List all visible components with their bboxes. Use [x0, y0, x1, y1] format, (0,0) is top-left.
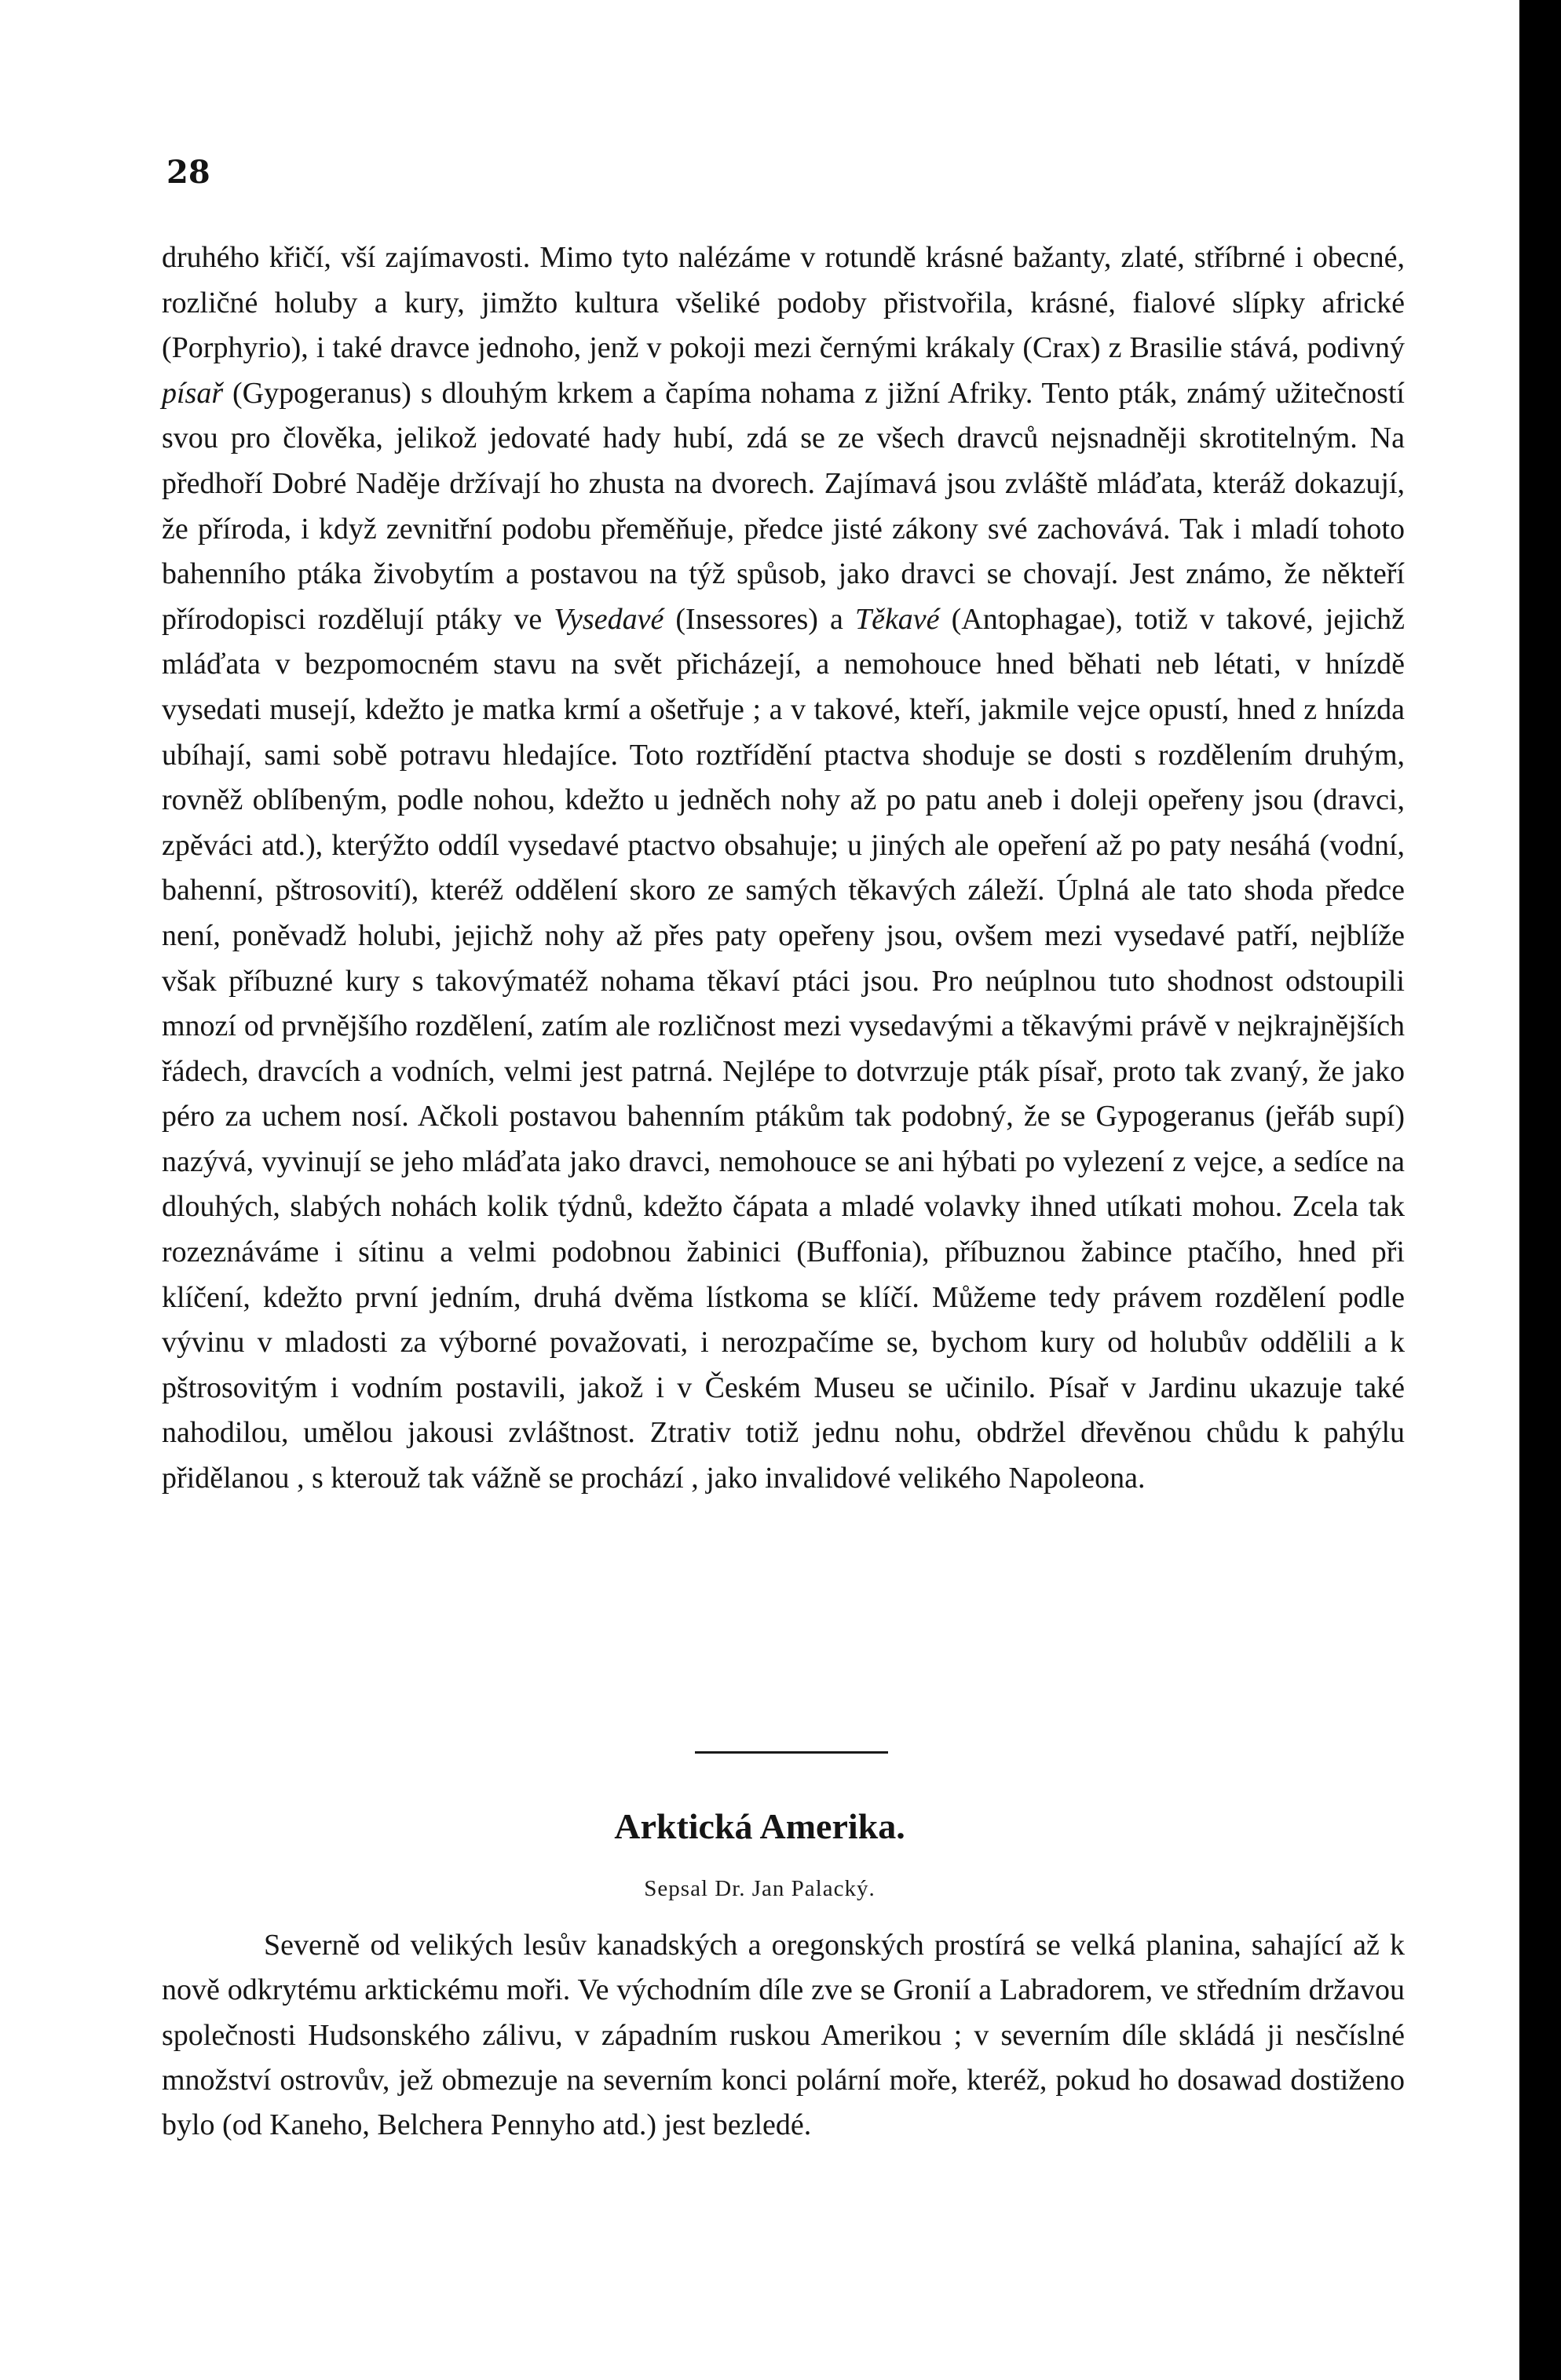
text-run: (Insessores) a: [664, 602, 855, 636]
section-byline: Sepsal Dr. Jan Palacký.: [644, 1876, 876, 1901]
section-title: Arktická Amerika.: [614, 1806, 905, 1846]
text-run: druhého křičí, vší zajímavosti. Mimo tyto nalézáme v rotundě krásné bažanty, zlaté, stříbrné i obecné, rozličné holuby a kury, jimžto kultura všeliké podoby přistvořila, krásné, fialové slípky africké (Porphyrio), i také dravce jednoho, jenž v pokoji mezi černými krákaly (Crax) z Brasilie stává, podivný: [162, 241, 1405, 365]
scan-edge-band: [1519, 0, 1561, 2380]
main-paragraph: [162, 235, 1405, 1502]
italic-term-tekave: Těkavé: [854, 602, 940, 636]
page-number: 28: [166, 154, 210, 191]
section-divider: [695, 1751, 888, 1754]
italic-term-vysedave: Vysedavé: [554, 602, 664, 636]
text-run: (Antophagae), totiž v takové, jejichž mláďata v bezpomocném stavu na svět přicházejí, a nemohouce hned běhati neb létati, v hnízdě vysedati musejí, kdežto je matka krmí a ošetřuje ; a v takové, kteří, jakmile vejce opustí, hned z hnízda ubíhají, sami sobě potravu hledajíce. Toto roztřídění ptactva shoduje se dosti s rozdělením druhým, rovněž oblíbeným, podle nohou, kdežto u jedněch nohy až po patu aneb i doleji opeřeny jsou (dravci, zpěváci atd.), kterýžto oddíl vysedavé ptactvo obsahuje; u jiných ale opeření až po paty nesáhá (vodní, bahenní, pštrosovití), kteréž oddělení skoro ze samých těkavých záleží. Úplná ale tato shoda předce není, poněvadž holubi, jejichž nohy až přes paty opeřeny jsou, ovšem mezi vysedavé patří, nejblíže však příbuzné kury s takovýmatéž nohama těkaví ptáci jsou. Pro neúplnou tuto shodnost odstoupili mnozí od prvnějšího rozdělení, zatím ale rozličnost mezi vysedavými a těkavými právě v nejkrajnějších řádech, dravcích a vodních, velmi jest patrná. Nejlépe to dotvrzuje pták písař, proto tak zvaný, že jako péro za uchem nosí. Ačkoli postavou bahenním ptákům tak podobný, že se Gypogeranus (jeřáb supí) nazývá, vyvinují se jeho mláďata jako dravci, nemohouce se ani hýbati po vylezení z vejce, a sedíce na dlouhých, slabých nohách kolik týdnů, kdežto čápata a mladé volavky ihned utíkati mohou. Zcela tak rozeznáváme i sítinu a velmi podobnou žabinici (Buffonia), příbuznou žabince ptačího, hned při klíčení, kdežto první jedním, druhá dvěma lístkoma se klíčí. Můžeme tedy právem rozdělení podle vývinu v mladosti za výborné považovati, i nerozpačíme se, bychom kury od holubův oddělili a k pštrosovitým i vodním postavili, jakož i v Českém Museu se učinilo. Písař v Jardinu ukazuje také nahodilou, umělou jakousi zvláštnost. Ztrativ totiž jednu nohu, obdržel dřevěnou chůdu k pahýlu přidělanou , s kterouž tak vážně se prochází , jako invalidové velikého Napoleona.: [162, 602, 1405, 1495]
section-paragraph: Severně od velikých lesův kanadských a oregonských prostírá se velká planina, sahající až k nově odkrytému arktickému moři. Ve východním díle zve se Gronií a Labradorem, ve středním državou společnosti Hudsonského zálivu, v západním ruskou Amerikou ; v severním díle skládá ji nesčíslné množství ostrovův, jež obmezuje na severním konci polární moře, kteréž, pokud ho dosawad dostiženo bylo (od Kaneho, Belchera Pennyho atd.) jest bezledé.: [162, 1929, 1405, 2142]
text-run: (Gypogeranus) s dlouhým krkem a čapíma nohama z jižní Afriky. Tento pták, známý užitečností svou pro člověka, jelikož jedovaté hady hubí, zdá se ze všech dravců nejsnadněji skrotitelným. Na předhoří Dobré Naděje držívají ho zhusta na dvorech. Zajímavá jsou zvláště mláďata, kteráž dokazují, že příroda, i když zevnitřní podobu přeměňuje, předce jisté zákony své zachovává. Tak i mladí tohoto bahenního ptáka živobytím a postavou na týž spůsob, jako dravci se chovají. Jest známo, že někteří přírodopisci rozdělují ptáky ve: [162, 376, 1405, 636]
italic-term-pisar: písař: [162, 376, 224, 410]
